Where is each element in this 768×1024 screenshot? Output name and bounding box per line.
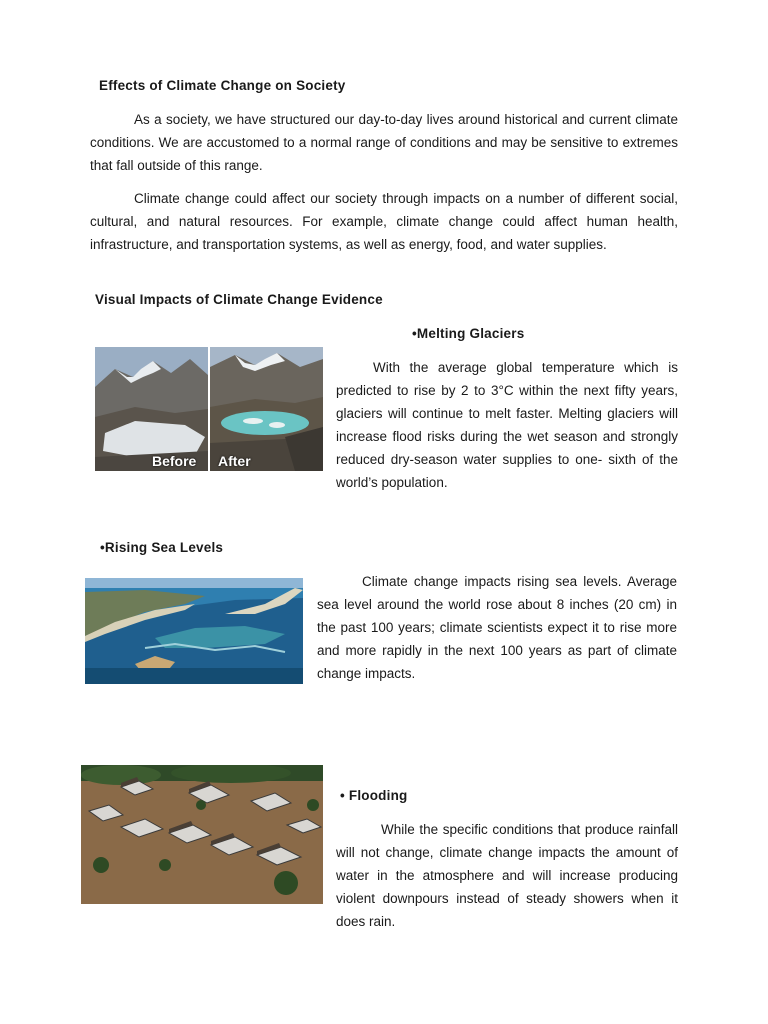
glaciers-heading: •Melting Glaciers [412,326,525,341]
glacier-before-after-image [95,347,323,471]
image-label-after: After [218,453,251,469]
page-title: Effects of Climate Change on Society [99,78,346,93]
flooding-heading: • Flooding [340,788,408,803]
sea-levels-paragraph: Climate change impacts rising sea levels. Average sea level around the world rose about 8 inches (20 cm) in the past 100 years; climate scientists expect it to rise more and more rapidly in the next 100 years as part of climate change impacts. [317,574,677,681]
flooding-image [81,765,323,904]
sea-levels-heading: •Rising Sea Levels [100,540,224,555]
intro-paragraph-2: Climate change could affect our society through impacts on a number of different social, cultural, and natural resources. For example, climate change could affect human health, infrastructure, and transportation systems, as well as energy, food, and water supplies. [90,191,678,252]
flooding-paragraph: While the specific conditions that produce rainfall will not change, climate change impacts the amount of water in the atmosphere and will increase producing violent downpours instead of steady showers when it does rain. [336,822,678,929]
intro-paragraph-1: As a society, we have structured our day-to-day lives around historical and current climate conditions. We are accustomed to a normal range of conditions and may be sensitive to extremes that fall outside of this range. [90,112,678,173]
rising-sea-levels-image [85,578,303,684]
image-label-before: Before [152,453,197,469]
glaciers-paragraph: With the average global temperature which is predicted to rise by 2 to 3°C within the next fifty years, glaciers will continue to melt faster. Melting glaciers will increase flood risks during the wet season and strongly reduced dry-season water supplies to one- sixth of the world’s population. [336,360,678,490]
section-heading: Visual Impacts of Climate Change Evidence [95,292,383,307]
